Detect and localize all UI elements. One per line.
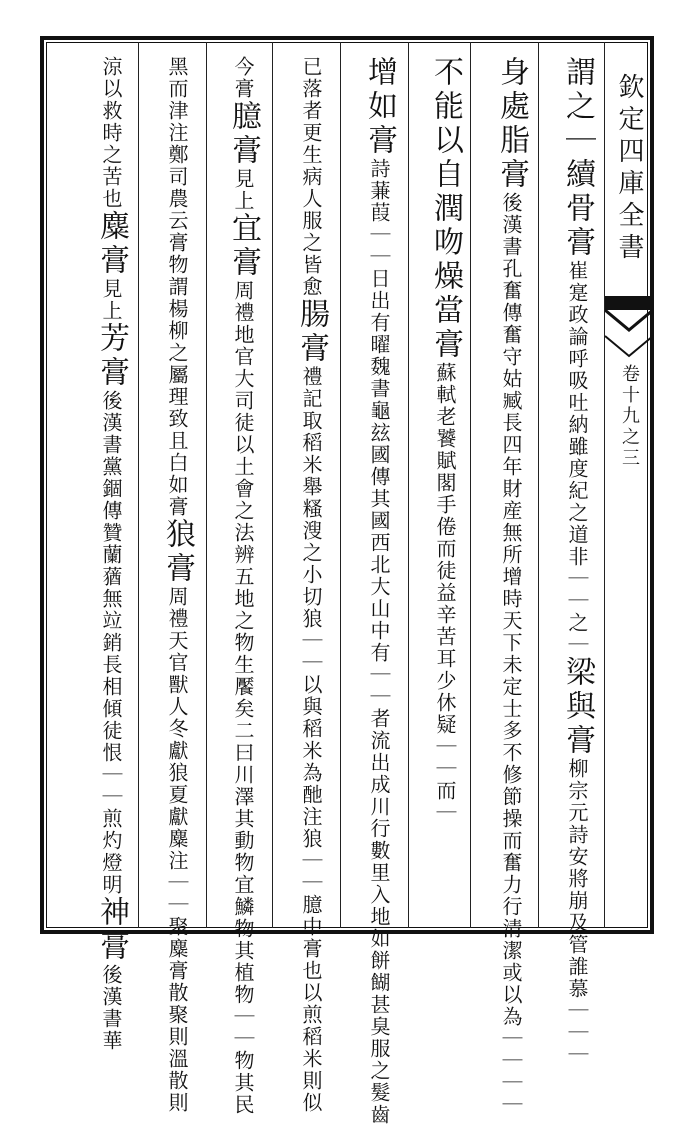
entry-note: 周禮天官獸人冬獻狼夏獻麋注｜｜聚麋膏散聚則溫散則 [165, 586, 189, 1114]
text-column-5 [290, 56, 332, 1114]
entry-heading: 謂之｜續骨膏 [560, 56, 595, 260]
entry-heading: 宜膏 [226, 212, 261, 280]
entry-note: 蘇軾老饕賦閣手倦而徒益辛苦耳少休疑｜｜而｜ [433, 362, 457, 824]
column-rule [538, 42, 539, 928]
column-rule [206, 42, 207, 928]
book-title: 欽定四庫全書 [614, 73, 644, 265]
column-rule [470, 42, 471, 928]
entry-heading: 增如膏 [362, 56, 397, 158]
entry-text: 今膏 [231, 56, 255, 100]
text-column-8 [90, 56, 132, 1052]
entry-text: 黑而津注鄭司農云膏物謂楊柳之屬理致且白如膏 [165, 56, 189, 518]
text-column-6 [222, 56, 264, 1116]
entry-text: 已落者更生病人服之皆愈 [299, 56, 323, 298]
entry-note: 見上 [231, 168, 255, 212]
fascicle-label: 卷十九之三 [619, 364, 640, 469]
entry-text: 不能以自潤 [428, 56, 463, 226]
entry-heading: 神膏 [94, 896, 129, 964]
entry-heading: 臆膏 [226, 100, 261, 168]
entry-note: 周禮地官大司徒以土會之法辨五地之物生饜矣二曰川澤其動物宜鱗物其植物｜｜物其民 [231, 280, 255, 1116]
entry-heading: 梁與膏 [560, 656, 595, 758]
entry-note: 見上 [99, 278, 123, 322]
entry-heading: 麋膏 [94, 210, 129, 278]
entry-note: 後漢書孔奮傳奮守姑臧長四年財産無所增時天下未定士多不修節操而奮力行清潔或以為｜｜｜｜ [499, 192, 523, 1116]
column-rule [272, 42, 273, 928]
text-column-4 [358, 56, 400, 1126]
text-column-7 [156, 56, 198, 1114]
column-rule [408, 42, 409, 928]
entry-note: 柳宗元詩安將崩及管誰慕｜｜｜ [565, 758, 589, 1066]
column-rule [340, 42, 341, 928]
entry-heading: 腸膏 [294, 298, 329, 366]
entry-heading: 吻燥當膏 [428, 226, 463, 362]
entry-heading: 狼膏 [160, 518, 195, 586]
entry-note: 後漢書華 [99, 964, 123, 1052]
fishtail-mark-icon [605, 296, 653, 360]
entry-note: 後漢書黨錮傳贊蘭蕕無竝銷長相傾徒恨｜｜煎灼燈明 [99, 390, 123, 896]
entry-note: 詩蒹葭｜｜日出有曜魏書龜玆國傳其國西北大山中有｜｜者流出成川行數里入地如餅餬甚臭服之髮齒 [367, 158, 391, 1126]
entry-heading: 芳膏 [94, 322, 129, 390]
entry-note: 崔寔政論呼吸吐納雖度紀之道非｜｜之｜ [565, 260, 589, 656]
entry-text: 涼以救時之苦也 [99, 56, 123, 210]
center-banner [604, 44, 653, 928]
text-column-1 [556, 56, 598, 1066]
entry-heading: 身處脂膏 [494, 56, 529, 192]
column-rule [138, 42, 139, 928]
text-column-3 [424, 56, 466, 916]
column-rule [604, 42, 605, 928]
entry-note: 禮記取稻米舉糔溲之小切狼｜｜以與稻米為酏注狼｜｜臆中膏也以煎稻米則似 [299, 366, 323, 1114]
text-column-2 [490, 56, 532, 1116]
